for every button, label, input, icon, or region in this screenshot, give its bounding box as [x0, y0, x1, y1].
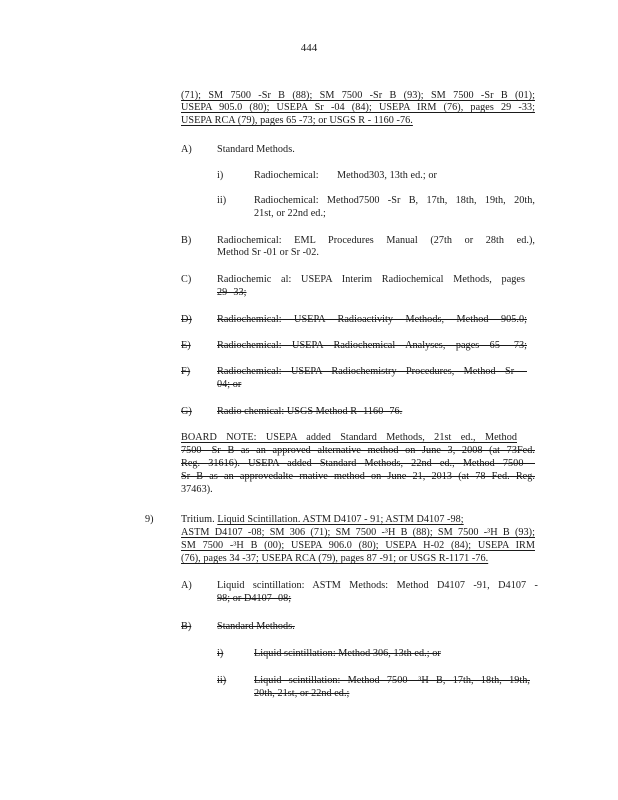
- item-a-letter: A): [181, 144, 192, 155]
- item-b-line-2: Method Sr -01 or Sr -02.: [217, 247, 319, 258]
- item-f-letter: F): [181, 366, 191, 377]
- item-c-line-2: 29 -33;: [217, 287, 247, 298]
- intro-line-3: USEPA RCA (79), pages 65 -73; or USGS R - 1160 -76.: [181, 115, 413, 126]
- item-9b-ii-line-1: Liquid scintillation: Method 7500 -³H B, 17th, 18th, 19th,: [254, 675, 530, 686]
- item-f-line-2: 04; or: [217, 379, 242, 390]
- board-note-line-1: BOARD NOTE: USEPA added Standard Methods, 21st ed., Method: [181, 432, 517, 443]
- item-9-line-4: (76), pages 34 -37; USEPA RCA (79), pages 87 -91; or USGS R-1171 -76.: [181, 553, 489, 564]
- intro-line-2: USEPA 905.0 (80); USEPA Sr -04 (84); USEPA IRM (76), pages 29 -33;: [181, 102, 535, 113]
- board-note-line-2: 7500 -Sr B as an approved alternative method on June 3, 2008 (at 73Fed.: [181, 445, 535, 456]
- item-9b-ii-num: ii): [217, 675, 227, 686]
- intro-line-1: (71); SM 7500 -Sr B (88); SM 7500 -Sr B (93); SM 7500 -Sr B (01);: [181, 90, 535, 101]
- item-9-line-2: ASTM D4107 -08; SM 306 (71); SM 7500 -³H B (88); SM 7500 -³H B (93);: [181, 527, 535, 538]
- item-9b-i-text: Liquid scintillation: Method 306, 13th ed.; or: [254, 648, 441, 659]
- item-b-line-1: Radiochemical: EML Procedures Manual (27th or 28th ed.),: [217, 235, 535, 246]
- item-c-line-1: Radiochemic al: USEPA Interim Radiochemical Methods, pages: [217, 274, 525, 285]
- item-e-text: Radiochemical: USEPA Radiochemical Analyses, pages 65 -73;: [217, 340, 527, 351]
- item-9b-text: Standard Methods.: [217, 621, 295, 632]
- item-b-letter: B): [181, 235, 192, 246]
- item-a-ii-num: ii): [217, 195, 227, 206]
- item-a-ii-line-2: 21st, or 22nd ed.;: [254, 208, 326, 219]
- board-note-line-4: Sr B as an approvedalte rnative method on June 21, 2013 (at 78 Fed. Reg.: [181, 471, 535, 482]
- item-9b-i-num: i): [217, 648, 224, 659]
- item-9b-ii-line-2: 20th, 21st, or 22nd ed.;: [254, 688, 350, 699]
- item-g-letter: G): [181, 406, 192, 417]
- item-a-text: Standard Methods.: [217, 144, 295, 155]
- item-9a-letter: A): [181, 580, 192, 591]
- page-number: 444: [300, 42, 318, 54]
- item-a-i-num: i): [217, 170, 224, 181]
- item-e-letter: E): [181, 340, 191, 351]
- item-g-text: Radio chemical: USGS Method R -1160 -76.: [217, 406, 403, 417]
- item-c-letter: C): [181, 274, 192, 285]
- board-note-line-3: Reg. 31616). USEPA added Standard Methods, 22nd ed., Method 7500 -: [181, 458, 535, 469]
- item-9-line-3: SM 7500 -³H B (00); USEPA 906.0 (80); USEPA H-02 (84); USEPA IRM: [181, 540, 535, 551]
- item-d-text: Radiochemical: USEPA Radioactivity Methods, Method 905.0;: [217, 314, 527, 325]
- item-9a-line-2: 98; or D4107 -08;: [217, 593, 292, 604]
- item-a-i-label: Radiochemical:: [254, 170, 319, 181]
- board-note-line-5: 37463).: [181, 484, 213, 495]
- item-a-i-text: Method303, 13th ed.; or: [337, 170, 437, 181]
- item-9-line-1: Tritium. Liquid Scintillation. ASTM D4107 - 91; ASTM D4107 -98;: [181, 514, 464, 525]
- item-f-line-1: Radiochemical: USEPA Radiochemistry Procedures, Method Sr -: [217, 366, 527, 377]
- item-9b-letter: B): [181, 621, 192, 632]
- item-a-ii-line-1: Radiochemical: Method7500 -Sr B, 17th, 18th, 19th, 20th,: [254, 195, 535, 206]
- item-9a-line-1: Liquid scintillation: ASTM Methods: Method D4107 -91, D4107 -: [217, 580, 538, 591]
- item-9-num: 9): [145, 514, 154, 525]
- item-d-letter: D): [181, 314, 192, 325]
